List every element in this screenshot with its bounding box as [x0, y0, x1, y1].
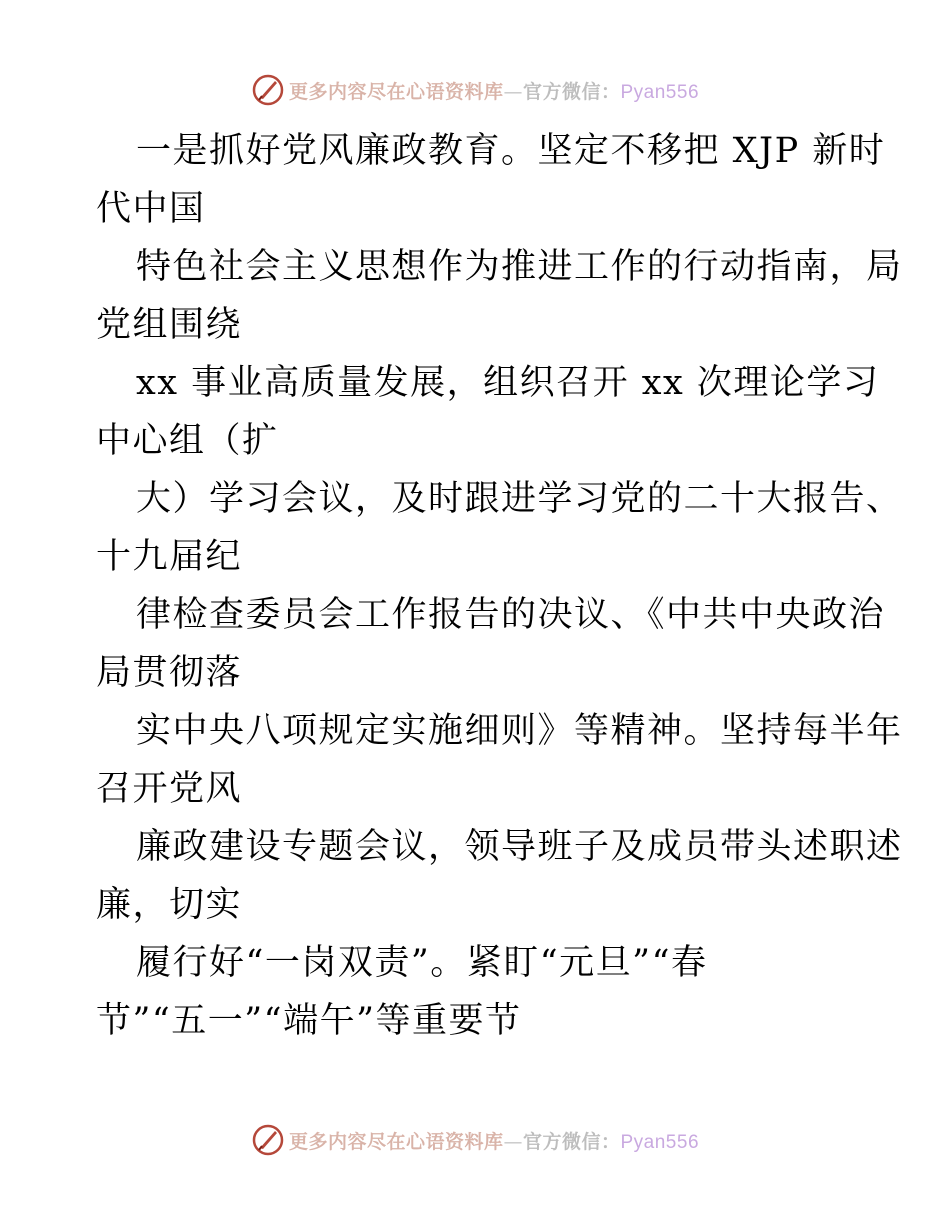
body-line: 节”“五一”“端午”等重要节: [96, 1001, 522, 1041]
body-line: 一是抓好党风廉政教育。坚定不移把 XJP 新时: [136, 131, 886, 171]
body-line: 中心组（扩: [96, 421, 279, 461]
body-line: 廉，切实: [96, 885, 243, 925]
quill-pen-logo-icon: [251, 73, 285, 107]
body-line: xx 事业高质量发展，组织召开 xx 次理论学习: [136, 363, 880, 403]
watermark-brand: 更多内容尽在心语资料库: [288, 1130, 504, 1153]
watermark-id: Pyan556: [620, 81, 700, 103]
body-line: 大）学习会议，及时跟进学习党的二十大报告、: [136, 479, 903, 519]
body-line: 局贯彻落: [96, 653, 243, 693]
body-line: 履行好“一岗双责”。紧盯“元旦”“春: [136, 943, 708, 983]
watermark-label: 官方微信：: [522, 80, 621, 103]
body-line: 十九届纪: [96, 537, 243, 577]
quill-pen-logo-icon: [251, 1123, 285, 1157]
body-line: 召开党风: [96, 769, 243, 809]
watermark-text: [289, 1127, 699, 1154]
header-watermark: [0, 70, 950, 110]
footer-watermark: [0, 1120, 950, 1160]
body-line: 特色社会主义思想作为推进工作的行动指南，局: [136, 247, 903, 287]
watermark-label: 官方微信：: [522, 1130, 621, 1153]
document-body: [96, 122, 903, 1050]
watermark-text: [289, 77, 699, 104]
body-line: 党组围绕: [96, 305, 243, 345]
watermark-brand: 更多内容尽在心语资料库: [288, 80, 504, 103]
body-line: 廉政建设专题会议，领导班子及成员带头述职述: [136, 827, 903, 867]
watermark-dash: —: [503, 80, 523, 103]
watermark-id: Pyan556: [620, 1131, 700, 1153]
body-line: 实中央八项规定实施细则》等精神。坚持每半年: [136, 711, 903, 751]
watermark-dash: —: [503, 1130, 523, 1153]
body-line: 代中国: [96, 189, 206, 229]
body-line: 律检查委员会工作报告的决议、《中共中央政治: [136, 595, 886, 635]
